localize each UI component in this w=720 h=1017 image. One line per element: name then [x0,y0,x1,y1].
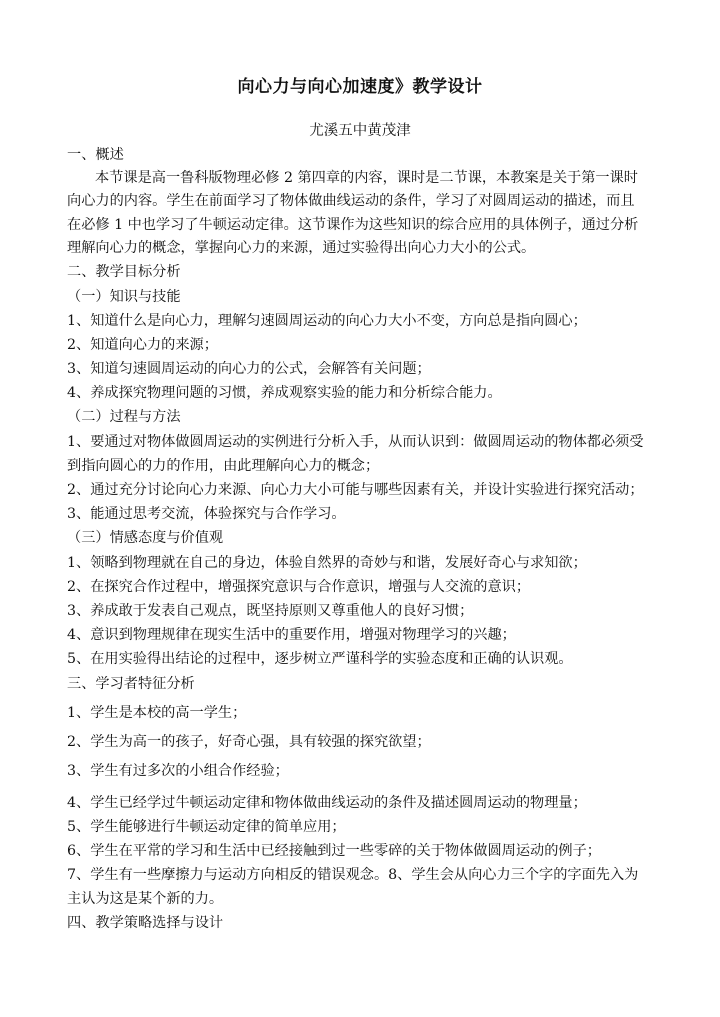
list-item: 4、养成探究物理问题的习惯，养成观察实验的能力和分析综合能力。 [67,385,502,401]
subsection-heading: （二）过程与方法 [67,409,181,425]
subsection-heading: （三）情感态度与价值观 [67,530,224,546]
paragraph-line: 向心力的内容。学生在前面学习了物体做曲线运动的条件，学习了对圆周运动的描述，而且 [67,193,635,209]
paragraph-line: 在必修 1 中也学习了牛顿运动定律。这节课作为这些知识的综合应用的具体例子，通过分析 [67,217,639,233]
paragraph-line: 理解向心力的概念，掌握向心力的来源，通过实验得出向心力大小的公式。 [67,240,536,256]
author-line: 尤溪五中黄茂津 [309,123,411,139]
section-heading-learners: 三、学习者特征分析 [67,676,195,692]
paragraph-line: 本节课是高一鲁科版物理必修 2 第四章的内容，课时是二节课，本教案是关于第一课时 [95,170,638,186]
list-item: 1、要通过对物体做圆周运动的实例进行分析入手，从而认识到：做圆周运动的物体都必须受 [67,434,644,450]
list-item: 1、知道什么是向心力，理解匀速圆周运动的向心力大小不变，方向总是指向圆心； [67,313,587,329]
list-item: 到指向圆心的力的作用，由此理解向心力的概念； [67,458,380,474]
list-item: 2、在探究合作过程中，增强探究意识与合作意识，增强与人交流的意识； [67,579,531,595]
list-item: 主认为这是某个新的力。 [67,891,224,907]
list-item: 3、养成敢于发表自己观点，既坚持原则又尊重他人的良好习惯； [67,603,474,619]
list-item: 3、知道匀速圆周运动的向心力的公式，会解答有关问题； [67,361,431,377]
document-title: 向心力与向心加速度》教学设计 [237,77,483,97]
section-heading-overview: 一、概述 [67,147,124,163]
list-item: 2、学生为高一的孩子，好奇心强，具有较强的探究欲望； [67,734,431,750]
list-item: 1、学生是本校的高一学生； [67,705,247,721]
list-item: 3、能通过思考交流，体验探究与合作学习。 [67,506,346,522]
list-item: 2、知道向心力的来源； [67,337,218,353]
list-item: 4、意识到物理规律在现实生活中的重要作用，增强对物理学习的兴趣； [67,627,516,643]
section-heading-strategy: 四、教学策略选择与设计 [67,915,224,931]
list-item: 7、学生有一些摩擦力与运动方向相反的错误观念。8、学生会从向心力三个字的字面先入为 [67,867,639,883]
list-item: 1、领略到物理就在自己的身边，体验自然界的奇妙与和谐，发展好奇心与求知欲； [67,555,587,571]
list-item: 5、学生能够进行牛顿运动定律的简单应用； [67,819,346,835]
section-heading-objectives: 二、教学目标分析 [67,264,181,280]
list-item: 2、通过充分讨论向心力来源、向心力大小可能与哪些因素有关，并设计实验进行探究活动； [67,482,644,498]
list-item: 5、在用实验得出结论的过程中，逐步树立严谨科学的实验态度和正确的认识观。 [67,651,573,667]
list-item: 4、学生已经学过牛顿运动定律和物体做曲线运动的条件及描述圆周运动的物理量； [67,795,587,811]
subsection-heading: （一）知识与技能 [67,289,181,305]
list-item: 3、学生有过多次的小组合作经验； [67,763,289,779]
list-item: 6、学生在平常的学习和生活中已经接触到过一些零碎的关于物体做圆周运动的例子； [67,843,601,859]
